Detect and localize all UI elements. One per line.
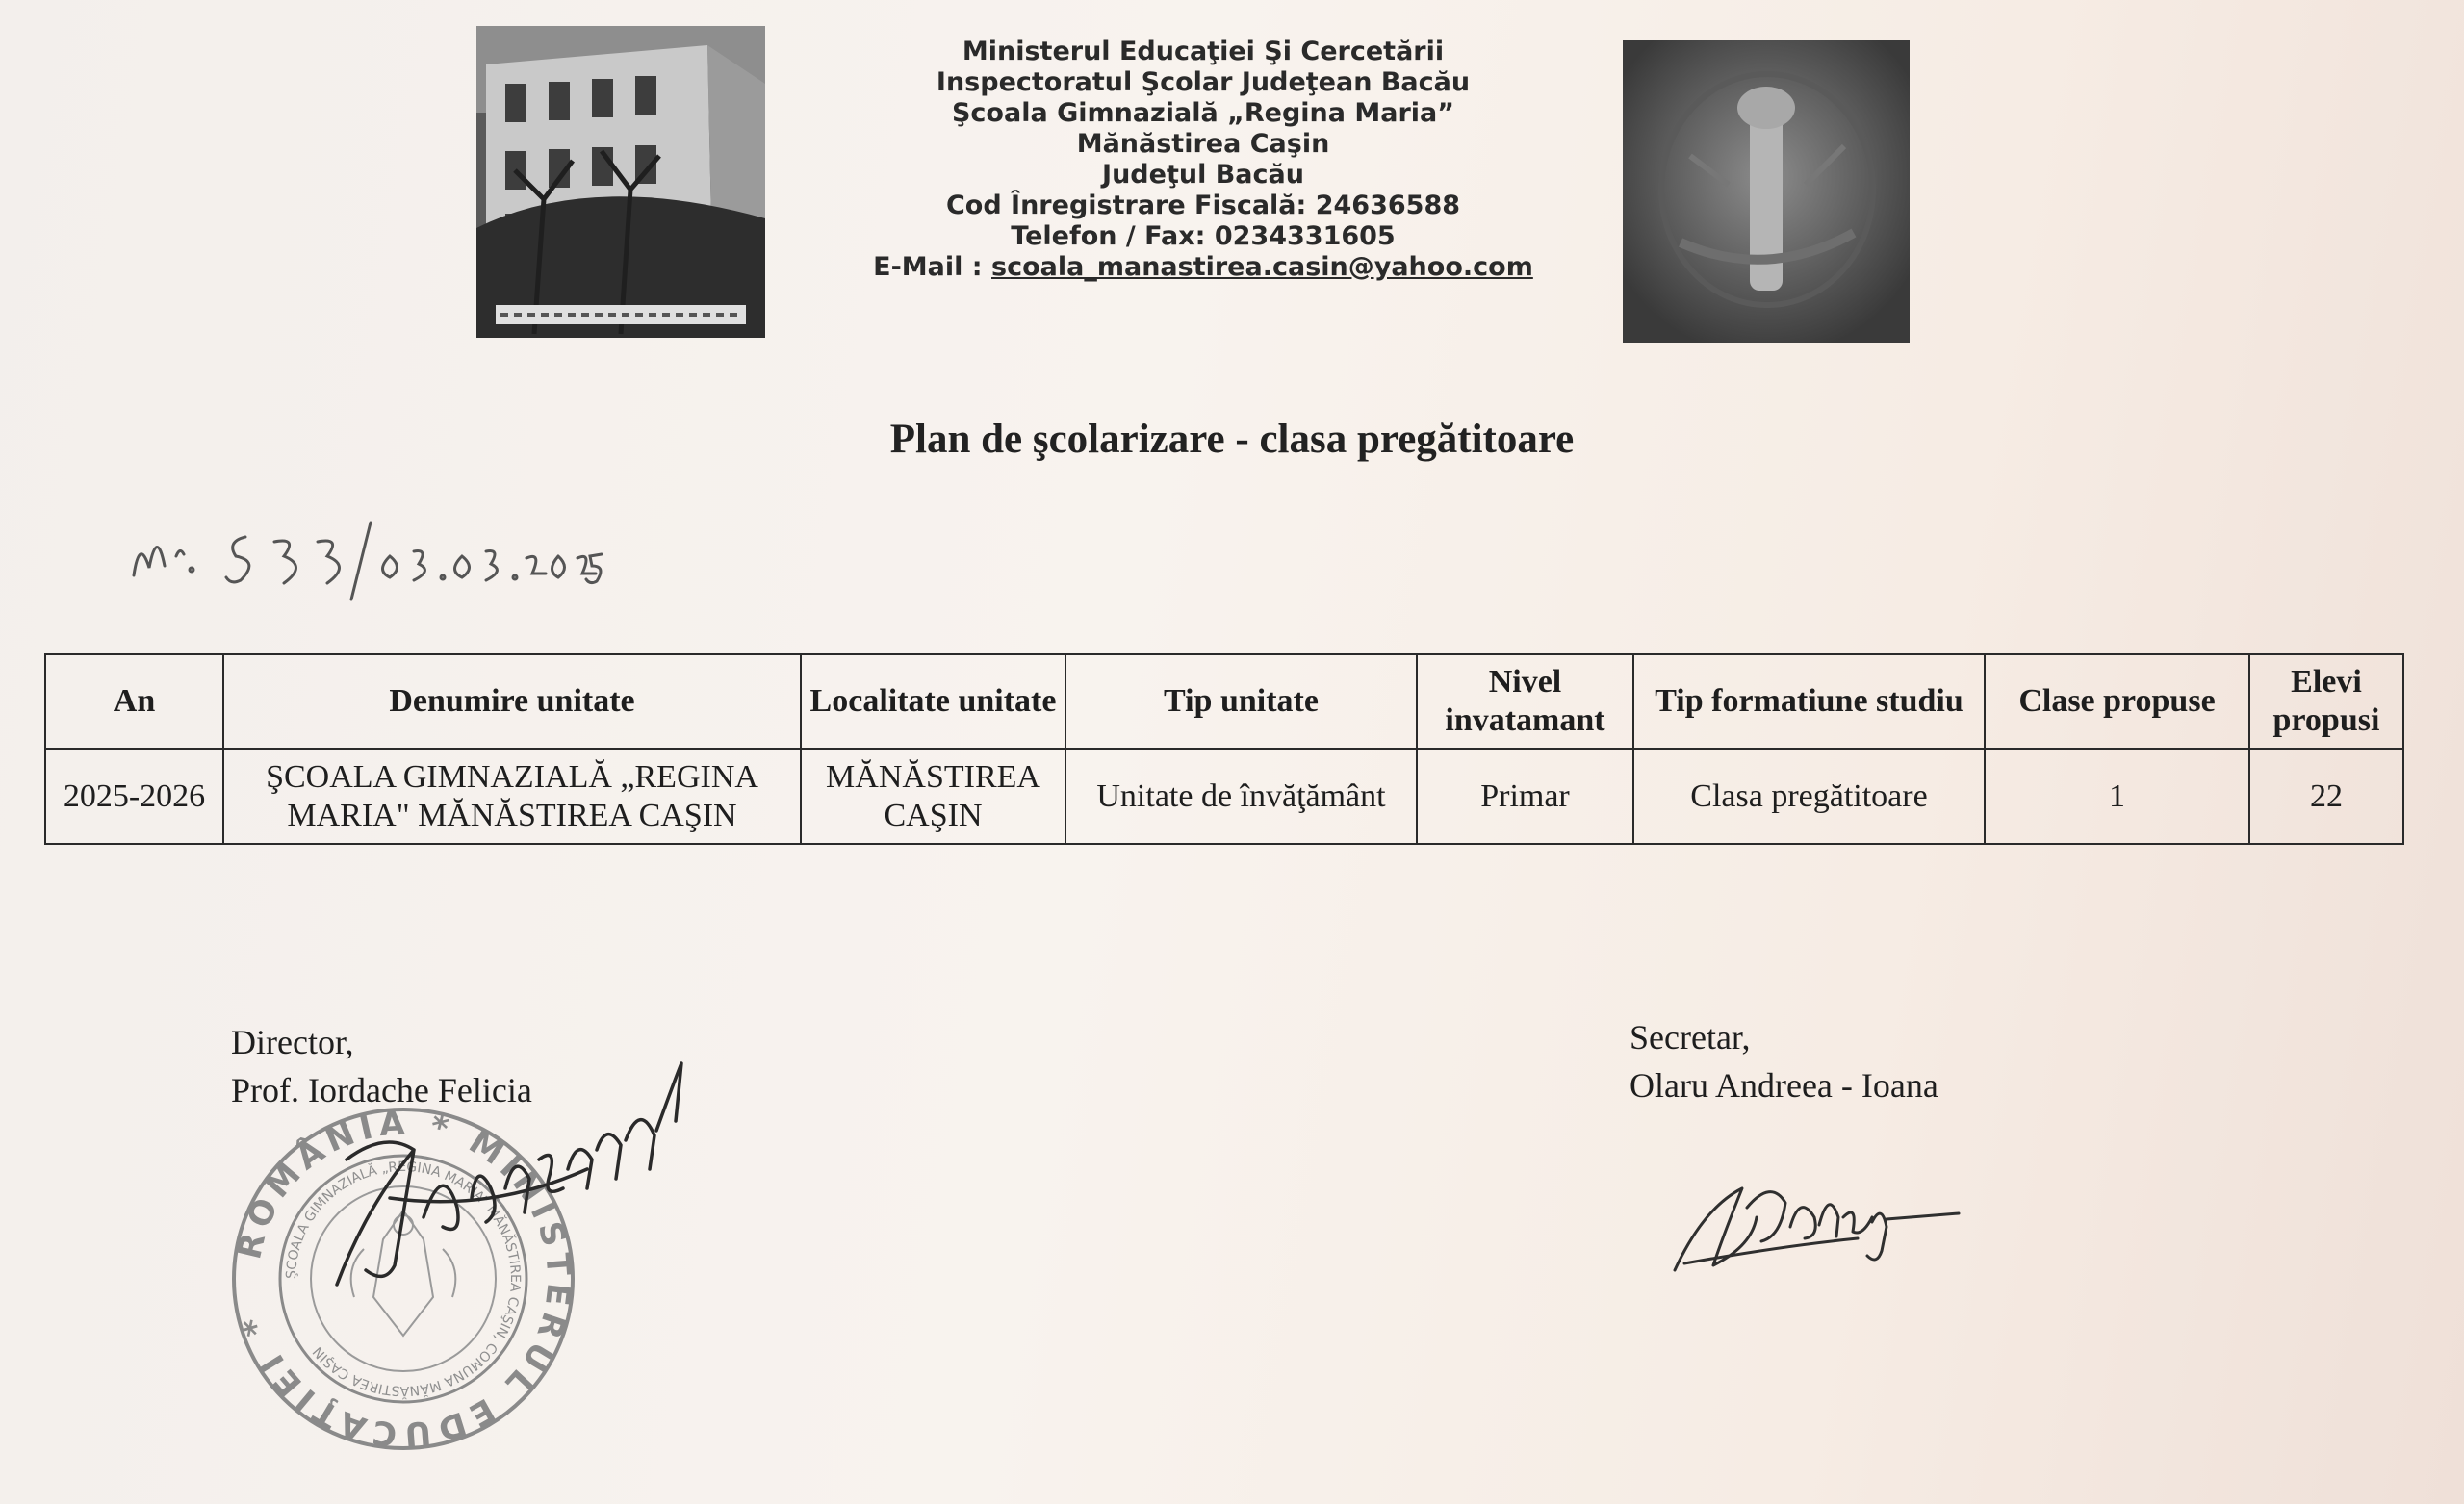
table-header-row	[45, 654, 2403, 749]
header-line: Inspectoratul Şcolar Judeţean Bacău	[936, 67, 1471, 97]
secretary-signature-handwriting	[1665, 1150, 1973, 1285]
email-row	[799, 252, 1607, 283]
column-header-unit-type: Tip unitate	[1065, 654, 1417, 749]
school-building-photo	[476, 26, 765, 338]
column-header-study-formation: Tip formatiune studiu	[1633, 654, 1985, 749]
registration-number-handwriting	[130, 498, 611, 604]
director-name: Prof. Iordache Felicia	[231, 1071, 532, 1109]
document-title: Plan de şcolarizare - clasa pregătitoare	[889, 417, 1575, 462]
cell-study-formation: Clasa pregătitoare	[1633, 749, 1985, 844]
director-role: Director,	[231, 1023, 354, 1061]
cell-education-level: Primar	[1417, 749, 1633, 844]
secretary-name: Olaru Andreea - Ioana	[1630, 1066, 1938, 1105]
cell-unit-name: ŞCOALA GIMNAZIALĂ „REGINA MARIA" MĂNĂSTIREA CAŞIN	[223, 749, 801, 844]
column-header-unit-name: Denumire unitate	[223, 654, 801, 749]
column-header-proposed-students: Elevi propusi	[2249, 654, 2403, 749]
header-line: Ministerul Educaţiei Şi Cercetării	[962, 37, 1445, 66]
phone-fax: Telefon / Fax: 0234331605	[1011, 221, 1396, 251]
cell-proposed-students: 22	[2249, 749, 2403, 844]
cell-unit-type: Unitate de învăţământ	[1065, 749, 1417, 844]
column-header-locality: Localitate unitate	[801, 654, 1065, 749]
cell-proposed-classes: 1	[1985, 749, 2249, 844]
cell-year: 2025-2026	[45, 749, 223, 844]
email-label: E-Mail :	[873, 252, 992, 282]
secretary-role: Secretar,	[1630, 1018, 1751, 1057]
monument-photo	[1623, 40, 1910, 343]
stamp-outer-textpath: ROMÂNIA * MINISTERUL EDUCAŢIEI *	[230, 1105, 578, 1453]
header-line: Judeţul Bacău	[1102, 160, 1304, 190]
email-link[interactable]: scoala_manastirea.casin@yahoo.com	[991, 252, 1533, 282]
registration-number	[130, 498, 611, 604]
director-signature	[298, 1044, 703, 1304]
table-row	[45, 749, 2403, 844]
cell-locality: MĂNĂSTIREA CAŞIN	[801, 749, 1065, 844]
enrollment-plan-table	[44, 653, 2404, 845]
column-header-education-level: Nivel invatamant	[1417, 654, 1633, 749]
column-header-proposed-classes: Clase propuse	[1985, 654, 2249, 749]
director-signature-handwriting	[298, 1044, 703, 1304]
header-line: Şcoala Gimnazială „Regina Maria”	[951, 98, 1455, 128]
secretary-signature	[1665, 1150, 1973, 1285]
column-header-year: An	[45, 654, 223, 749]
stamp-inner-textpath: ŞCOALA GIMNAZIALĂ „REGINA MARIA” MĂNĂSTIREA CAŞIN, COMUNA MĂNĂSTIREA CAŞIN	[283, 1159, 524, 1399]
institution-header	[799, 37, 1607, 283]
secretary-block	[1630, 1013, 1938, 1109]
header-line: Mănăstirea Caşin	[1076, 129, 1330, 159]
fiscal-code: Cod Înregistrare Fiscală: 24636588	[945, 191, 1461, 220]
